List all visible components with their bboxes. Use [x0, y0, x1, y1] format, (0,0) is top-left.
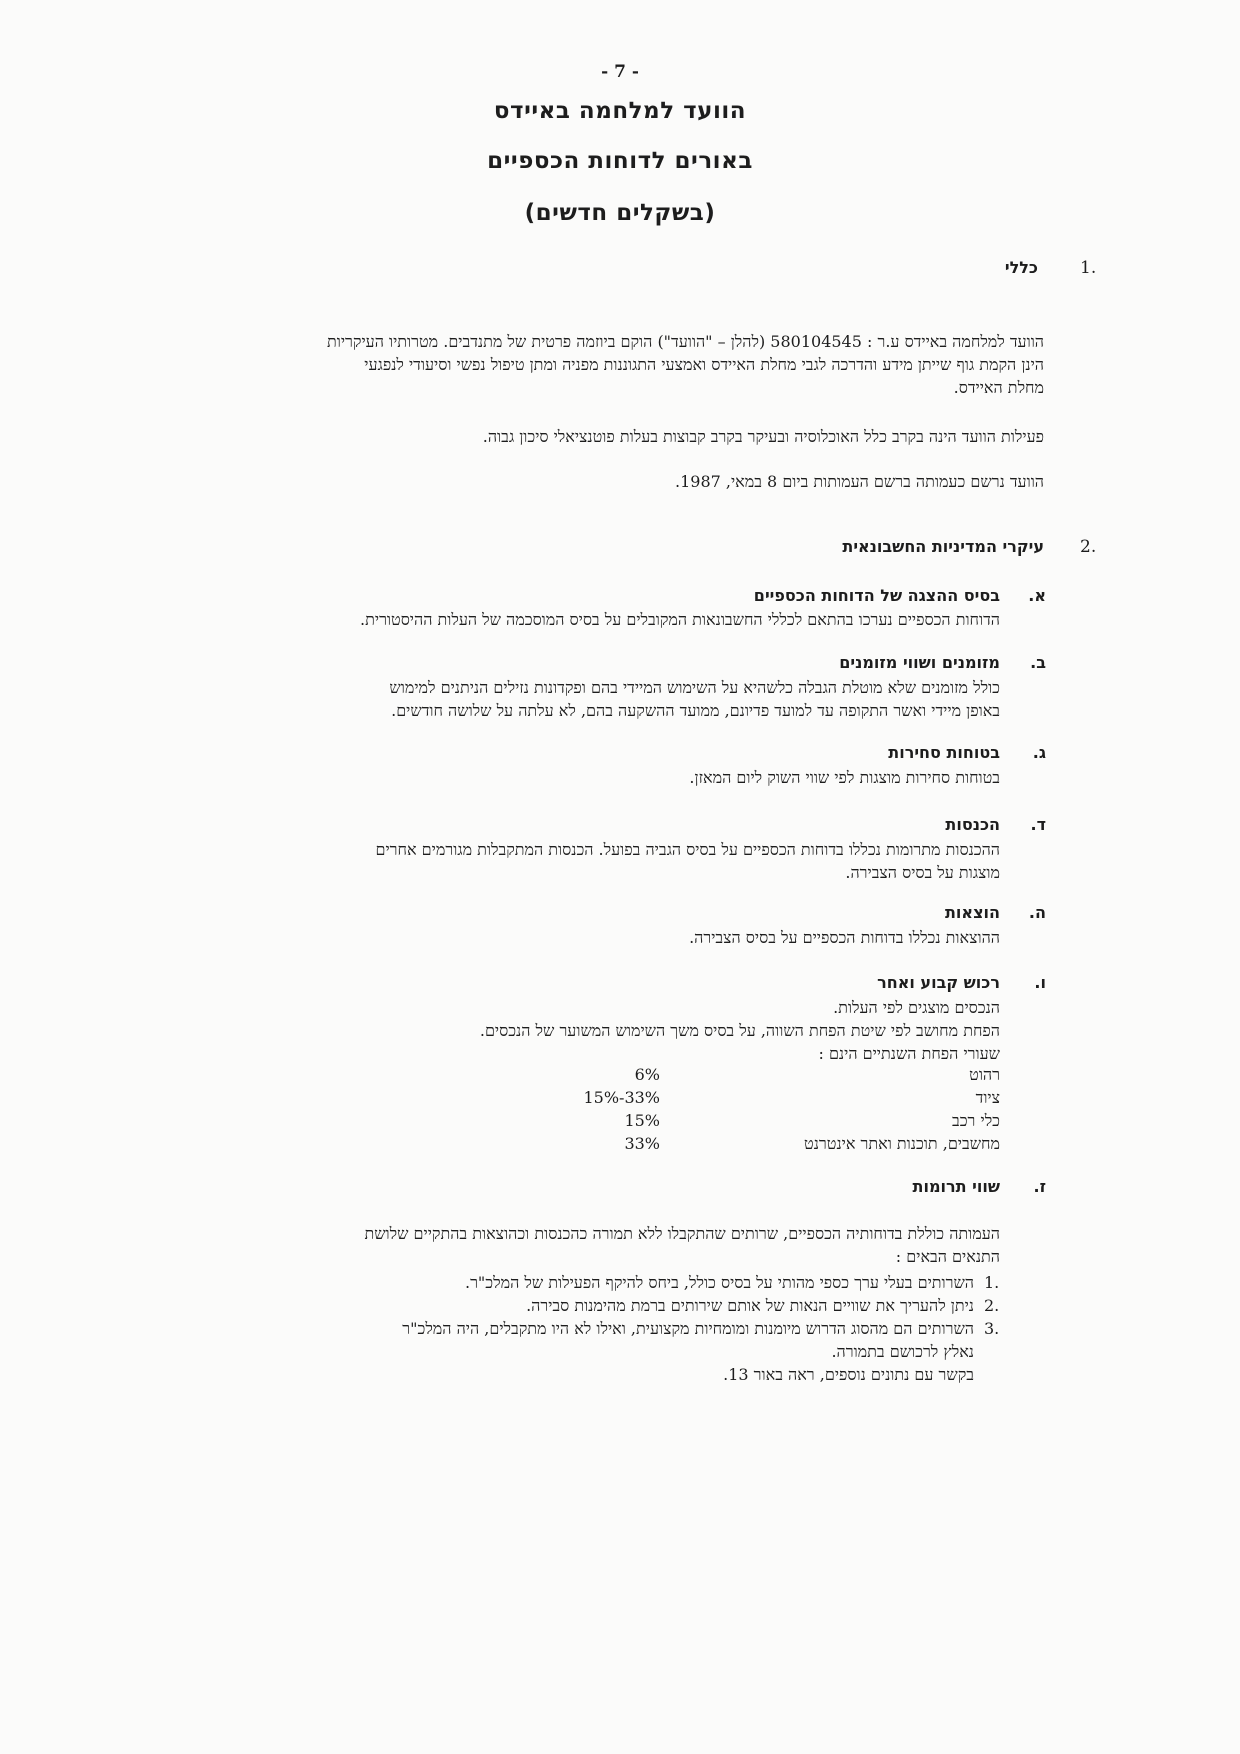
text-line: בטוחות סחירות מוצגות לפי שווי השוק ליום המאזן.	[689, 768, 1000, 787]
section-1-paragraph-2: פעילות הוועד הינה בקרב כלל האוכלוסיה ובעיקר בקרב קבוצות בעלות פוטנציאלי סיכון גבוה.	[482, 427, 1044, 446]
page-number: - 7 -	[601, 62, 639, 82]
subsection-v-text	[124, 996, 1000, 1065]
text-line: הנכסים מוצגים לפי העלות.	[833, 998, 1000, 1017]
rate-value: 15%	[624, 1111, 660, 1130]
text-line: הינן הקמת גוף שייתן מידע והדרכה לגבי מחלת האיידס ואמצעי התגוננות מפניה ומתן טיפול נפשי וסיעודי לנפגעי	[364, 355, 1044, 374]
organization-title: הוועד למלחמה באיידס	[493, 98, 747, 124]
table-row	[560, 1111, 1000, 1134]
text-line: הפחת מחושב לפי שיטת הפחת השווה, על בסיס משך השימוש המשוער של הנכסים.	[479, 1021, 1000, 1040]
table-row	[560, 1088, 1000, 1111]
table-row	[560, 1065, 1000, 1088]
subsection-g-letter: ג.	[1032, 743, 1046, 762]
text-line: העמותה כוללת בדוחותיה הכספיים, שרותים שהתקבלו ללא תמורה כהכנסות וכהוצאות בהתקיים שלושת	[364, 1224, 1000, 1243]
subsection-z-intro	[124, 1222, 1000, 1268]
subsection-g-text	[124, 766, 1000, 789]
text-line: מוצגות על בסיס הצבירה.	[845, 863, 1000, 882]
subsection-d-heading: הכנסות	[945, 815, 1000, 834]
subsection-z-footer-note: בקשר עם נתונים נוספים, ראה באור 13.	[723, 1365, 974, 1384]
rate-label: ציוד	[975, 1088, 1000, 1107]
list-text	[124, 1271, 974, 1294]
list-number: 2.	[984, 1296, 1000, 1315]
section-1-number: 1.	[1080, 258, 1097, 278]
text-line: התנאים הבאים :	[895, 1247, 1000, 1266]
conditions-list	[124, 1271, 1010, 1363]
rate-label: מחשבים, תוכנות ואתר אינטרנט	[804, 1134, 1000, 1153]
text-line: השרותים הם מהסוג הדרוש מיומנות ומומחיות מקצועית, ואילו לא היו מתקבלים, היה המלכ"ר	[402, 1319, 974, 1338]
list-item	[124, 1317, 1010, 1363]
text-line: ניתן להעריך את שוויים הנאות של אותם שירותים ברמת מהימנות סבירה.	[526, 1296, 974, 1315]
text-line: הדוחות הכספיים נערכו בהתאם לכללי החשבונאות המקובלים על בסיס המוסכמה של העלות ההיסטורית.	[360, 610, 1000, 629]
subsection-a-text	[124, 608, 1000, 631]
section-2-number: 2.	[1080, 537, 1097, 557]
rate-label: רהוט	[969, 1065, 1000, 1084]
rate-value: 33%	[624, 1134, 660, 1153]
section-2-heading: עיקרי המדיניות החשבונאית	[842, 537, 1044, 556]
subsection-z-letter: ז.	[1033, 1177, 1046, 1196]
rate-label: כלי רכב	[952, 1111, 1000, 1130]
subsection-b-letter: ב.	[1030, 653, 1046, 672]
list-text	[124, 1317, 974, 1363]
list-number: 1.	[984, 1273, 1000, 1292]
section-1-paragraph-1	[124, 330, 1044, 399]
text-line: ההוצאות נכללו בדוחות הכספיים על בסיס הצבירה.	[689, 928, 1000, 947]
subsection-b-heading: מזומנים ושווי מזומנים	[839, 653, 1000, 672]
text-line: נאלץ לרכושם בתמורה.	[831, 1342, 974, 1361]
subsection-d-letter: ד.	[1030, 815, 1046, 834]
subsection-a-heading: בסיס ההצגה של הדוחות הכספיים	[753, 586, 1000, 605]
subsection-v-heading: רכוש קבוע ואחר	[877, 973, 1000, 992]
currency-subtitle: (בשקלים חדשים)	[524, 200, 716, 226]
rate-value: 6%	[634, 1065, 660, 1084]
rate-value: 15%-33%	[583, 1088, 660, 1107]
subsection-h-heading: הוצאות	[945, 903, 1000, 922]
text-line: שעורי הפחת השנתיים הינם :	[818, 1044, 1000, 1063]
text-line: הוועד למלחמה באיידס ע.ר : 580104545 (להלן – "הוועד") הוקם ביוזמה פרטית של מתנדבים. מטרותיו העיקריות	[326, 332, 1044, 351]
subsection-h-letter: ה.	[1028, 903, 1046, 922]
section-1-paragraph-3: הוועד נרשם כעמותה ברשם העמותות ביום 8 במאי, 1987.	[674, 472, 1044, 491]
document-title: באורים לדוחות הכספיים	[487, 148, 753, 174]
subsection-h-text	[124, 926, 1000, 949]
text-line: באופן מיידי ואשר התקופה עד למועד פדיונם, ממועד ההשקעה בהם, לא עלתה על שלושה חודשים.	[391, 701, 1000, 720]
text-line: מחלת האיידס.	[953, 378, 1044, 397]
depreciation-rates-table	[560, 1065, 1000, 1157]
subsection-g-heading: בטוחות סחירות	[888, 743, 1000, 762]
subsection-z-heading: שווי תרומות	[912, 1177, 1000, 1196]
list-item	[124, 1271, 1010, 1294]
text-line: ההכנסות מתרומות נכללו בדוחות הכספיים על בסיס הגביה בפועל. הכנסות המתקבלות מגורמים אחרים	[375, 840, 1000, 859]
section-1-heading: כללי	[1004, 258, 1038, 277]
list-item	[124, 1294, 1010, 1317]
text-line: השרותים בעלי ערך כספי מהותי על בסיס כולל, ביחס להיקף הפעילות של המלכ"ר.	[464, 1273, 974, 1292]
subsection-b-text	[124, 676, 1000, 722]
text-line: כולל מזומנים שלא מוטלת הגבלה כלשהיא על השימוש המיידי בהם ופקדונות נזילים הניתנים למימוש	[389, 678, 1000, 697]
list-text	[124, 1294, 974, 1317]
subsection-d-text	[124, 838, 1000, 884]
list-number: 3.	[984, 1319, 1000, 1338]
subsection-v-letter: ו.	[1034, 973, 1046, 992]
table-row	[560, 1134, 1000, 1157]
subsection-a-letter: א.	[1028, 586, 1046, 605]
